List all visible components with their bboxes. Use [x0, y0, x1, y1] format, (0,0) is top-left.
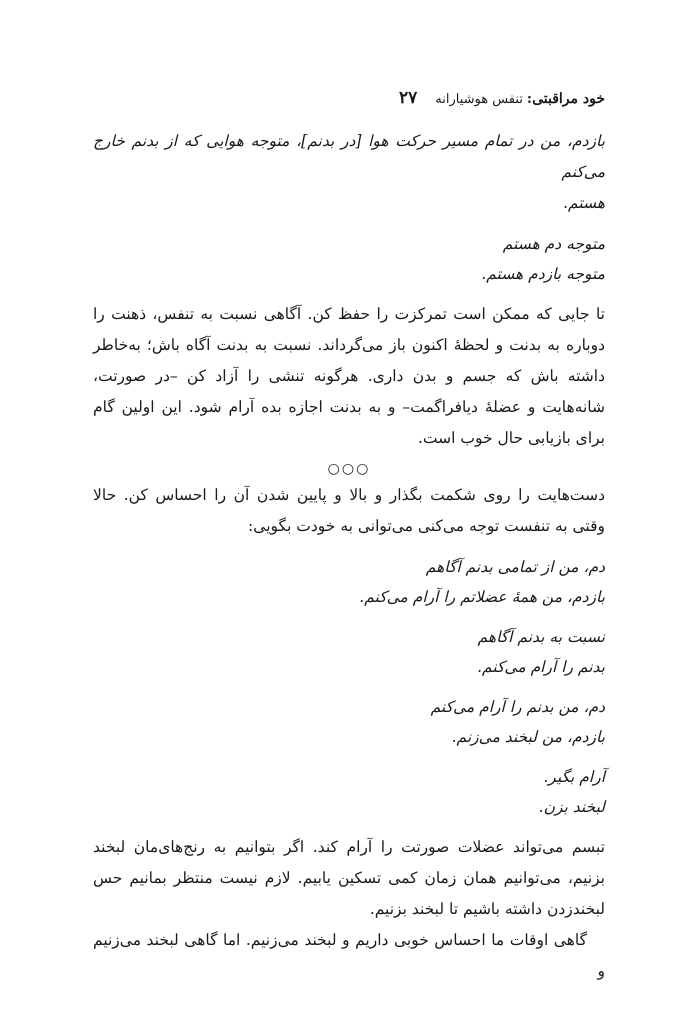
verse-3-line-1: نسبت به بدنم آگاهم: [477, 628, 605, 646]
verse-3-line-2: بدنم را آرام می‌کنم.: [477, 658, 605, 676]
paragraph-2: تا جایی که ممکن است تمرکزت را حفظ کن. آگاهی نسبت به تنفس، ذهنت را دوباره به بدنت و لحظهٔ اکنون باز می‌گرداند. نسبت به بدنت آگاه باش؛ به‌خاطر داشته باش که جسم و بدن داری. هرگونه تنشی را آزاد کن –در صورتت، شانه‌هایت و عضلهٔ دیافراگمت– و به بدنت اجازه بده آرام شود. این اولین گام برای بازیابی حال خوب است.: [93, 305, 605, 447]
verse-block-1: [93, 229, 605, 289]
verse-2-line-1: دم، من از تمامی بدنم آگاهم: [425, 558, 605, 576]
running-header: [120, 88, 605, 114]
verse-block-2: [93, 552, 605, 612]
paragraph-4: تبسم می‌تواند عضلات صورتت را آرام کند. اگر بتوانیم به رنج‌های‌مان لبخند بزنیم، می‌توانیم همان زمان کمی تسکین یابیم. لازم نیست منتظر بمانیم حس لبخندزدن داشته باشیم تا لبخند بزنیم.: [93, 838, 605, 918]
section-separator: ○○○: [327, 461, 371, 477]
spacer: [93, 612, 605, 622]
verse-2-line-2: بازدم، من همهٔ عضلاتم را آرام می‌کنم.: [359, 588, 605, 606]
paragraph-5: گاهی اوقات ما احساس خوبی داریم و لبخند می‌زنیم. اما گاهی لبخند می‌زنیم و: [93, 931, 605, 980]
verse-5-line-1: آرام بگیر.: [543, 768, 605, 786]
page-number: ۲۷: [398, 88, 418, 108]
book-title: خود مراقبتی:: [526, 91, 605, 107]
verse-block-3: [93, 622, 605, 682]
verse-block-4: [93, 692, 605, 752]
chapter-title: تنفس هوشیارانه: [435, 92, 523, 107]
verse-5-line-2: لبخند بزن.: [538, 798, 605, 816]
paragraph-3: دست‌هایت را روی شکمت بگذار و بالا و پایین شدن آن را احساس کن. حالا وقتی به تنفست توجه می‌کنی می‌توانی به خودت بگویی:: [93, 486, 605, 535]
page-body: [93, 126, 605, 987]
paragraph-1-line-2: هستم.: [563, 194, 605, 212]
paragraph-1-line-1: بازدم، من در تمام مسیر حرکت هوا [در بدنم]، متوجه هوایی که از بدنم خارج می‌کنم: [93, 132, 605, 181]
verse-block-5: [93, 762, 605, 822]
verse-4-line-2: بازدم، من لبخند می‌زنم.: [451, 728, 605, 746]
verse-1-line-2: متوجه بازدم هستم.: [481, 265, 605, 283]
spacer: [93, 289, 605, 299]
verse-4-line-1: دم، من بدنم را آرام می‌کنم: [430, 698, 605, 716]
spacer: [93, 822, 605, 832]
spacer: [93, 219, 605, 229]
spacer: [93, 682, 605, 692]
verse-1-line-1: متوجه دم هستم: [502, 235, 605, 253]
spacer: [93, 752, 605, 762]
spacer: [93, 542, 605, 552]
